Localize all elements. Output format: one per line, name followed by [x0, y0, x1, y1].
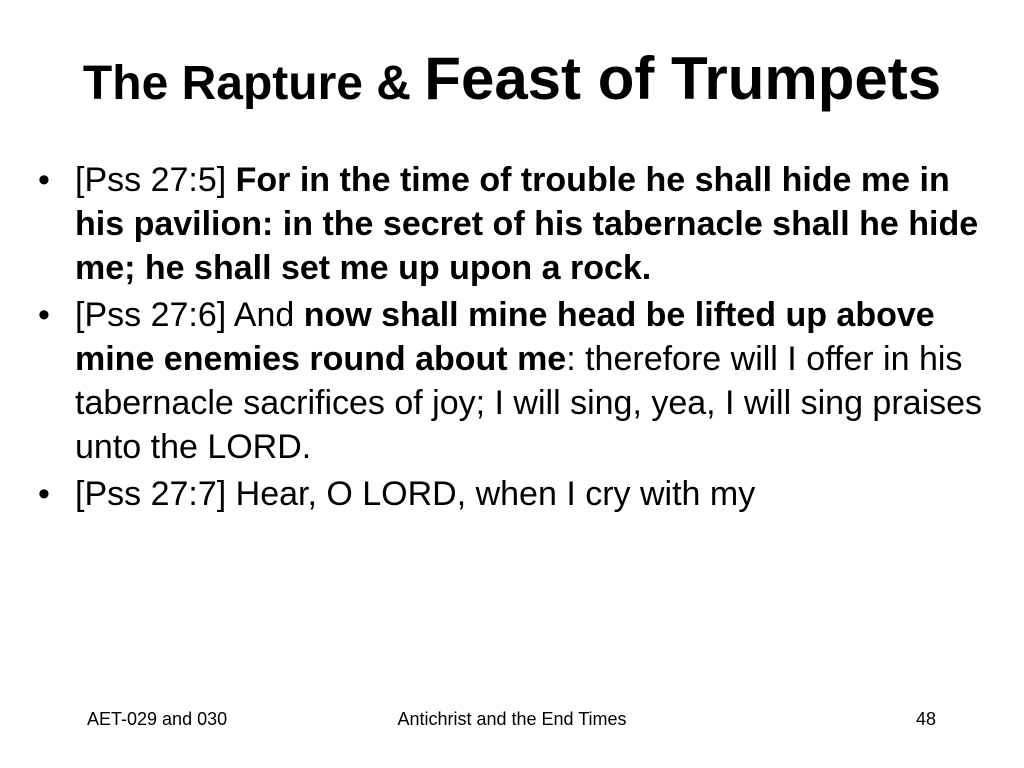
footer-course-title: Antichrist and the End Times: [397, 709, 627, 729]
slide-title-part-2: Feast of Trumpets: [424, 45, 942, 112]
slide-title: [0, 46, 1024, 112]
footer-slide-number: 48: [916, 709, 937, 729]
bullet-rest-text: : therefore will I offer in his tabernacle sacrifices of joy; I will sing, yea, I will sing praises unto the LORD.: [75, 340, 983, 466]
bullet-bold-text: now shall mine head be lifted up above mine enemies round about me: [75, 296, 935, 378]
bullet-reference: [Pss 27:7] Hear, O LORD, when I cry with my: [75, 475, 756, 513]
bullet-dot: •: [38, 475, 50, 513]
slide-title-part-1: The Rapture &: [82, 57, 425, 110]
bullet-dot: •: [38, 161, 50, 199]
bullet-item-pss-27-5: [34, 158, 996, 290]
footer-course-code: AET-029 and 030: [87, 709, 228, 729]
bullet-list: [34, 158, 996, 519]
bullet-reference: [Pss 27:5]: [75, 161, 236, 199]
bullet-item-pss-27-7: [34, 472, 996, 516]
bullet-dot: •: [38, 296, 50, 334]
bullet-item-pss-27-6: [34, 293, 996, 469]
bullet-reference: [Pss 27:6] And: [75, 296, 304, 334]
bullet-bold-text: For in the time of trouble he shall hide me in his pavilion: in the secret of his tabernacle shall he hide me; he shall set me up upon a rock.: [75, 161, 979, 287]
